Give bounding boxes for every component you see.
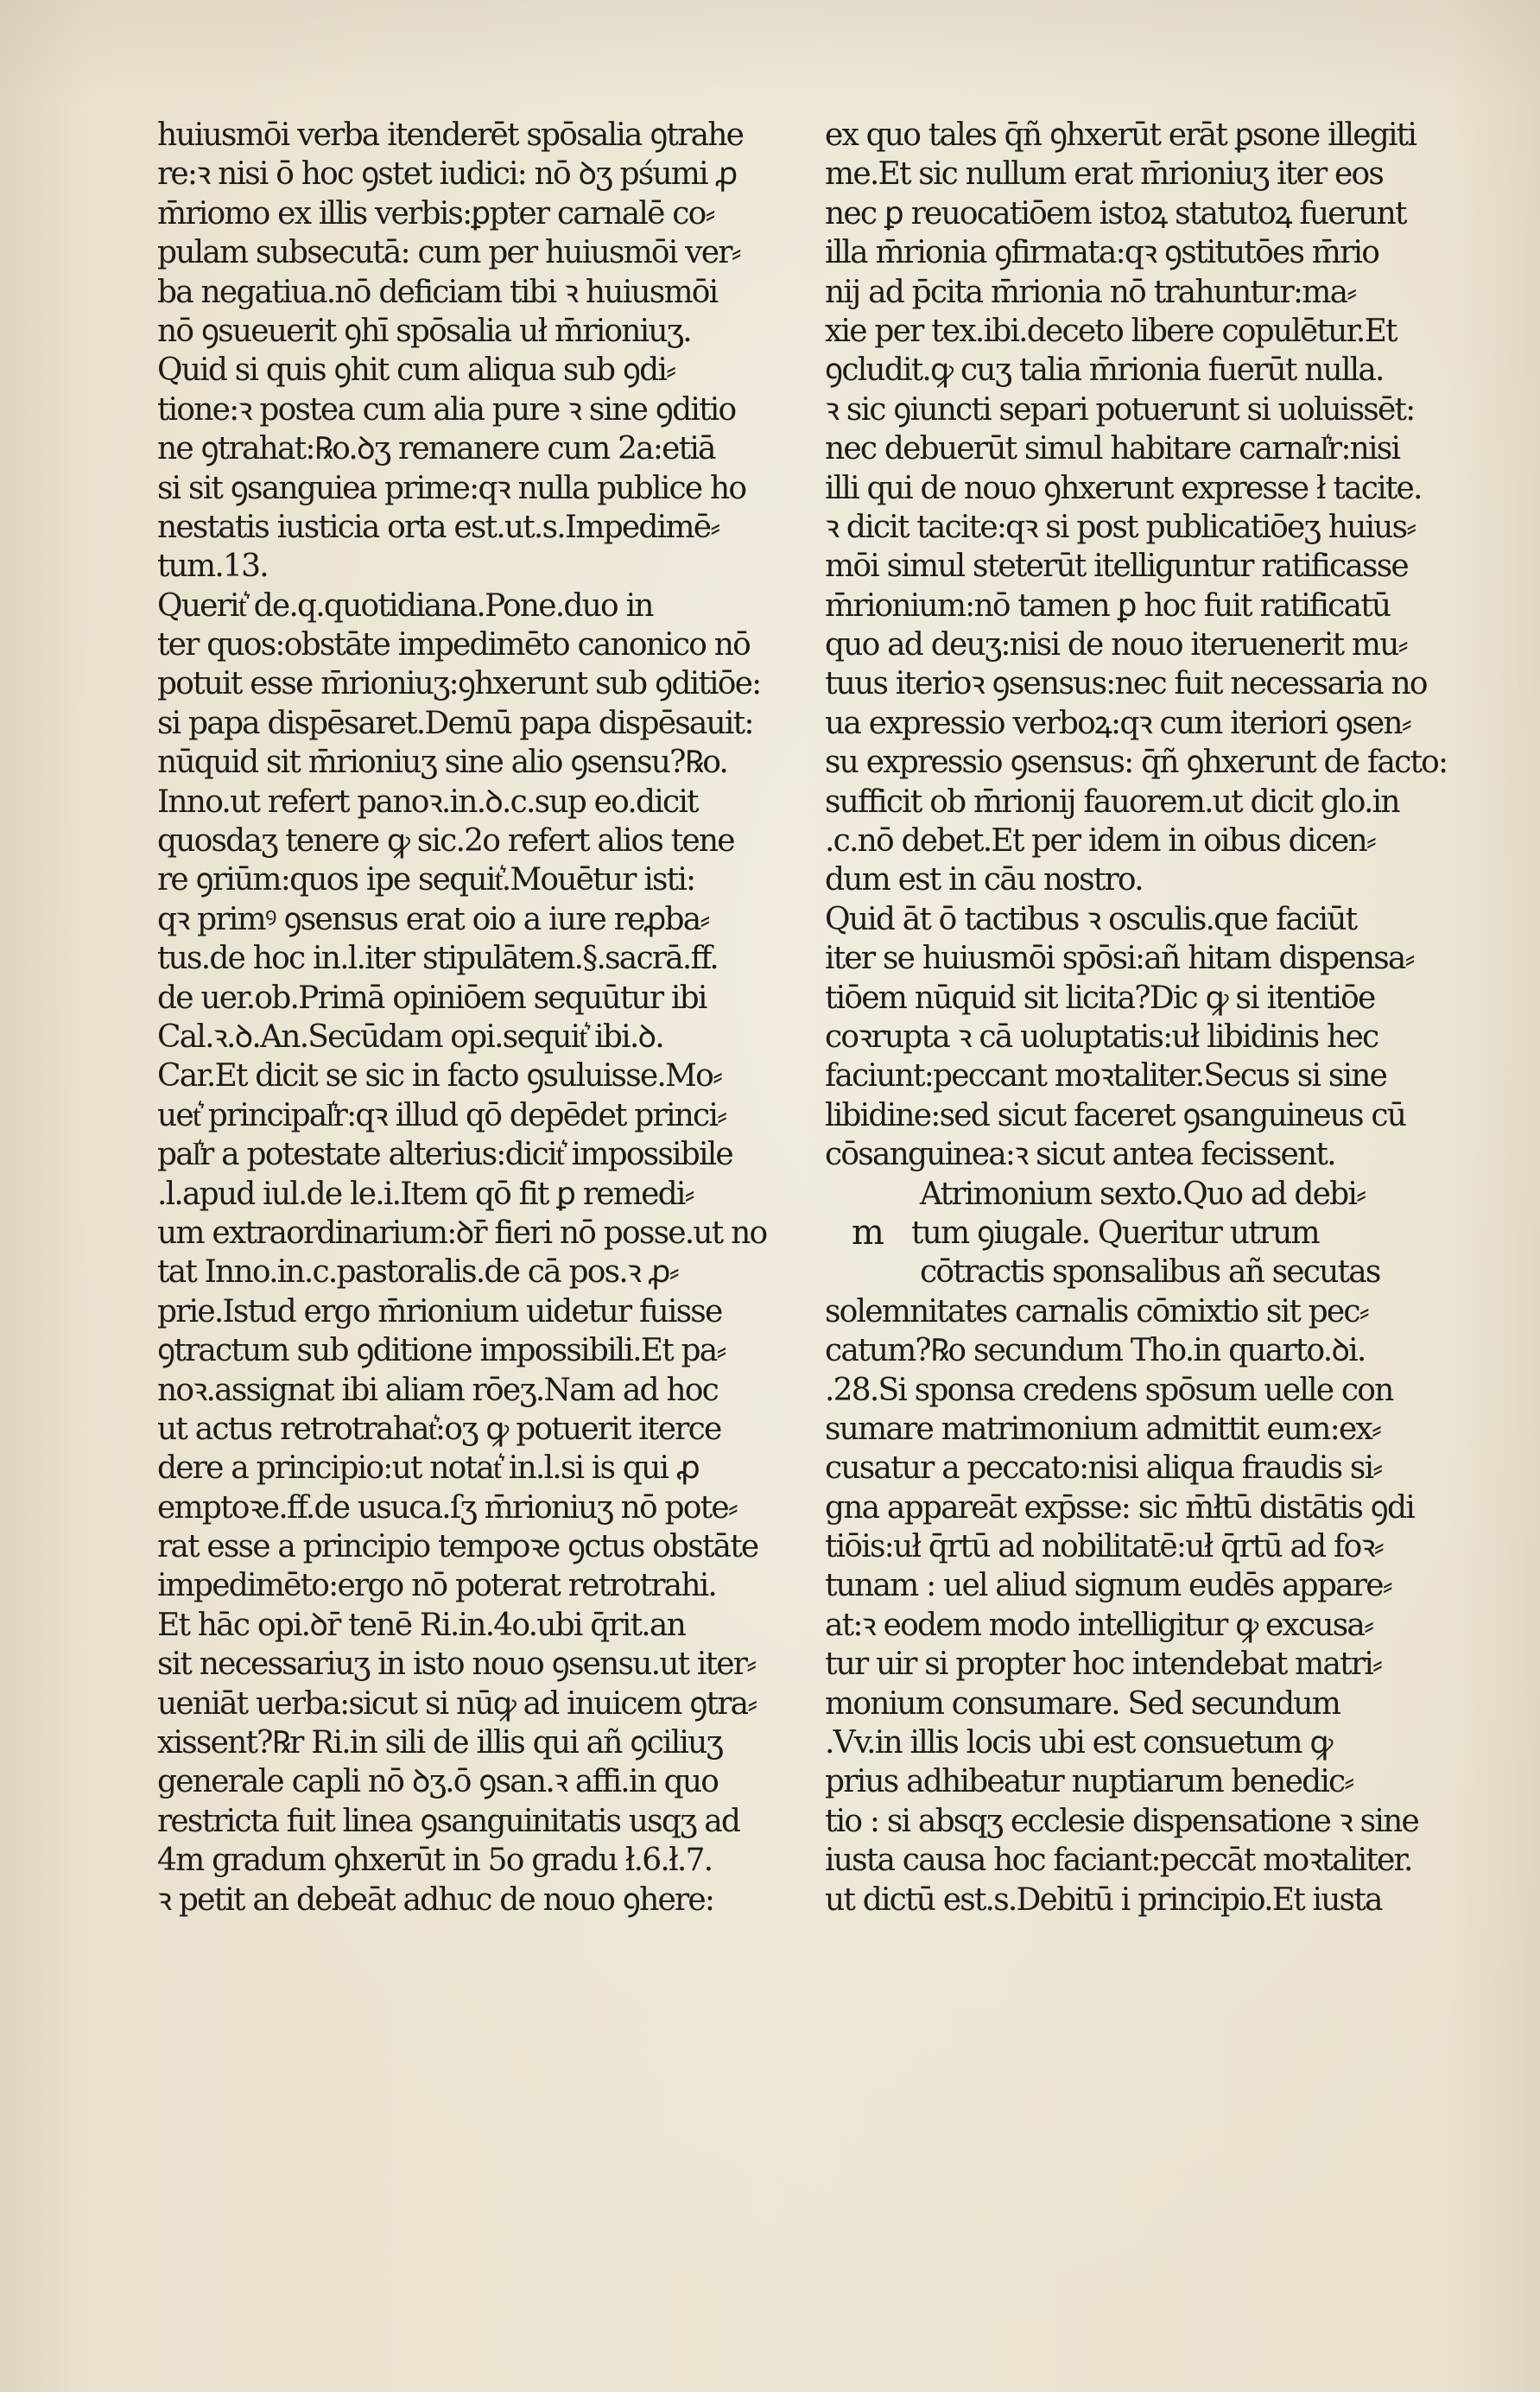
text-line: catum?℞o secundum Tho.in quarto.ꝺi. <box>825 1333 1366 1369</box>
right-text-column <box>825 116 1455 2068</box>
text-line: Inno.ut refert panoꝛ.in.ꝺ.c.sup eo.dicit <box>157 784 698 820</box>
text-line: pal͛r a potestate alterius:dicit͛ impossibile <box>157 1137 732 1173</box>
text-line: ex quo tales q̄ñ ꝯhxerūt erāt ꝑsone illegiti <box>825 117 1416 153</box>
text-line: noꝛ.assignat ibi aliam rōeʒ.Nam ad hoc <box>157 1372 719 1408</box>
text-line: illa m̄rionia ꝯfirmata:qꝛ ꝯstitutōes m̄rio <box>825 235 1379 271</box>
text-line: cōtractis sponsalibus añ secutas <box>920 1254 1380 1291</box>
text-line: monium consumare. Sed secundum <box>825 1685 1340 1722</box>
text-line: at:ꝛ eodem modo intelligitur ꝙ excusa⸗ <box>825 1607 1373 1643</box>
text-line: xissent?℞r Ri.in sili de illis qui añ ꝯciliuʒ <box>157 1725 723 1761</box>
text-line: Car.Et dicit se sic in facto ꝯsuluisse.Mo⸗ <box>157 1058 722 1094</box>
text-line: 4m gradum ꝯhxerūt in 5o gradu ł.6.ł.7. <box>157 1843 713 1879</box>
text-line: .Vv.in illis locis ubi est consuetum ꝙ <box>825 1725 1332 1761</box>
text-line: tus.de hoc in.l.iter stipulātem.§.sacrā.ff. <box>157 941 718 977</box>
text-line: .l.apud iul.de le.i.Item qō fit ꝑ remedi⸗ <box>157 1176 694 1212</box>
text-line: um extraordinarium:ꝺr̄ fieri nō posse.ut no <box>157 1215 767 1251</box>
text-line: m̄rionium:nō tamen ꝑ hoc fuit ratificatū <box>825 587 1391 624</box>
text-line: sufficit ob m̄rionij fauorem.ut dicit glo.in <box>825 784 1399 820</box>
text-line: re:ꝛ nisi ō hoc ꝯstet iudici: nō ꝺʒ pśumi ꝓ <box>157 156 737 193</box>
text-line: cōsanguinea:ꝛ sicut antea fecissent. <box>825 1137 1335 1173</box>
text-line: restricta fuit linea ꝯsanguinitatis usqʒ ad <box>157 1803 740 1839</box>
text-line: iter se huiusmōi spōsi:añ hitam dispensa⸗ <box>825 941 1414 977</box>
text-line: impedimēto:ergo nō poterat retrotrahi. <box>157 1568 717 1604</box>
text-line <box>825 1214 1455 1253</box>
text-line: faciunt:peccant moꝛtaliter.Secus si sine <box>825 1058 1387 1094</box>
text-line: Cal.ꝛ.ꝺ.An.Secūdam opi.sequit͛ ibi.ꝺ. <box>157 1018 663 1055</box>
text-line: ut actus retrotrahat͛:oʒ ꝙ potuerit iterce <box>157 1411 721 1447</box>
text-line: ꝛ petit an debeāt adhuc de nouo ꝯhere: <box>157 1881 714 1918</box>
text-line: Atrimonium sexto.Quo ad debi⸗ <box>920 1176 1366 1212</box>
text-line: tunam : uel aliud signum eudēs appare⸗ <box>825 1568 1391 1604</box>
text-line: tat Inno.in.c.pastoralis.de cā pos.ꝛ ꝓ⸗ <box>157 1254 678 1291</box>
text-line: sit necessariuʒ in isto nouo ꝯsensu.ut iter⸗ <box>157 1646 756 1683</box>
text-line: huiusmōi verba itenderēt spōsalia ꝯtrahe <box>157 117 744 153</box>
text-line: tiōem nūquid sit licita?Dic ꝙ si itentiōe <box>825 980 1375 1016</box>
text-line: emptoꝛe.ff.de usuca.ſʒ m̄rioniuʒ nō pote⸗ <box>157 1489 738 1526</box>
text-line: ꝛ sic ꝯiuncti separi potuerunt si uoluissēt: <box>825 391 1415 428</box>
text-line: Querit͛ de.q.quotidiana.Pone.duo in <box>157 587 653 624</box>
text-line: nij ad p̄cita m̄rionia nō trahuntur:ma⸗ <box>825 274 1356 310</box>
text-line: nūquid sit m̄rioniuʒ sine alio ꝯsensu?℞o. <box>157 745 728 781</box>
text-line: ꝛ dicit tacite:qꝛ si post publicatiōeʒ huius⸗ <box>825 509 1416 545</box>
text-line: qꝛ primꝰ ꝯsensus erat oio a iure reꝓba⸗ <box>157 901 709 937</box>
text-line: xie per tex.ibi.deceto libere copulētur.Et <box>825 313 1397 349</box>
text-line: libidine:sed sicut faceret ꝯsanguineus cū <box>825 1097 1406 1133</box>
text-line: generale capli nō ꝺʒ.ō ꝯsan.ꝛ affi.in quo <box>157 1764 719 1800</box>
text-line: m̄riomo ex illis verbis:ꝑpter carnalē co⸗ <box>157 195 714 232</box>
text-line: illi qui de nouo ꝯhxerunt expresse ł tacite. <box>825 470 1422 506</box>
text-line: Quid si quis ꝯhit cum aliqua sub ꝯdi⸗ <box>157 352 675 389</box>
text-line-content: tum ꝯiugale. Queritur utrum <box>911 1215 1319 1251</box>
text-line: nec debuerūt simul habitare carnal͛r:nisi <box>825 431 1400 467</box>
text-line: tiōis:uł q̄rtū ad nobilitatē:uł q̄rtū ad foꝛ⸗ <box>825 1529 1383 1565</box>
text-line: ter quos:obstāte impedimēto canonico nō <box>157 627 750 663</box>
text-line: nestatis iusticia orta est.ut.s.Impedimē⸗ <box>157 509 719 545</box>
text-line: nec ꝑ reuocatiōem istoꝝ statutoꝝ fuerunt <box>825 195 1406 232</box>
text-line: ua expressio verboꝝ:qꝛ cum iteriori ꝯsen⸗ <box>825 705 1410 741</box>
text-line: si sit ꝯsanguiea prime:qꝛ nulla publice ho <box>157 470 746 506</box>
text-line: tur uir si propter hoc intendebat matri⸗ <box>825 1646 1382 1683</box>
text-line: quo ad deuʒ:nisi de nouo iteruenerit mu⸗ <box>825 627 1407 663</box>
text-line: ut dictū est.s.Debitū i principio.Et iusta <box>825 1881 1382 1918</box>
text-line: cusatur a peccato:nisi aliqua fraudis si⸗ <box>825 1450 1382 1487</box>
text-line: sumare matrimonium admittit eum:ex⸗ <box>825 1411 1381 1447</box>
text-line: .c.nō debet.Et per idem in oibus dicen⸗ <box>825 823 1376 860</box>
text-line: potuit esse m̄rioniuʒ:ꝯhxerunt sub ꝯditiōe: <box>157 666 761 702</box>
text-line: si papa dispēsaret.Demū papa dispēsauit: <box>157 705 753 741</box>
text-line: dere a principio:ut notat͛ in.l.si is qui ꝓ <box>157 1450 699 1487</box>
text-line: de uer.ob.Primā opiniōem sequūtur ibi <box>157 980 707 1016</box>
text-line: tum.13. <box>157 549 268 585</box>
text-line: tione:ꝛ postea cum alia pure ꝛ sine ꝯditio <box>157 391 736 428</box>
text-line: .28.Si sponsa credens spōsum uelle con <box>825 1372 1393 1408</box>
text-line: coꝛrupta ꝛ cā uoluptatis:uł libidinis hec <box>825 1018 1378 1055</box>
text-line: nō ꝯsueuerit ꝯhī spōsalia uł m̄rioniuʒ. <box>157 313 691 349</box>
text-line: uet͛ principal͛r:qꝛ illud qō depēdet princi⸗ <box>157 1097 726 1133</box>
text-line: quosdaʒ tenere ꝙ sic.2o refert alios tene <box>157 823 734 860</box>
text-line: ꝯtractum sub ꝯditione impossibili.Et pa⸗ <box>157 1333 726 1369</box>
text-line: iusta causa hoc faciant:peccāt moꝛtaliter. <box>825 1843 1412 1879</box>
text-line: dum est in cāu nostro. <box>825 862 1143 898</box>
initial-guide-letter: m <box>852 1213 884 1253</box>
text-line: tuus iterioꝛ ꝯsensus:nec fuit necessaria no <box>825 666 1427 702</box>
text-line: ne ꝯtrahat:℞o.ꝺʒ remanere cum 2a:etiā <box>157 431 715 467</box>
text-line: prius adhibeatur nuptiarum benedic⸗ <box>825 1764 1353 1800</box>
text-line: rat esse a principio tempoꝛe ꝯctus obstāte <box>157 1529 758 1565</box>
text-line: ꝯcludit.ꝙ cuʒ talia m̄rionia fuerūt nulla. <box>825 352 1384 389</box>
text-line: me.Et sic nullum erat m̄rioniuʒ iter eos <box>825 156 1384 193</box>
text-line: pulam subsecutā: cum per huiusmōi ver⸗ <box>157 235 740 271</box>
text-line: tio : si absqʒ ecclesie dispensatione ꝛ sine <box>825 1803 1418 1839</box>
text-line: Quid āt ō tactibus ꝛ osculis.que faciūt <box>825 901 1357 937</box>
text-line: re ꝯriūm:quos ipe sequit͛.Mouētur isti: <box>157 862 695 898</box>
text-line: prie.Istud ergo m̄rionium uidetur fuisse <box>157 1293 722 1329</box>
text-line: mōi simul steterūt itelliguntur ratificasse <box>825 549 1408 585</box>
text-line: gna appareāt exp̄sse: sic m̄łtū distātis ꝯdi <box>825 1489 1414 1526</box>
text-line: ba negatiua.nō deficiam tibi ꝛ huiusmōi <box>157 274 718 310</box>
text-line: solemnitates carnalis cōmixtio sit pec⸗ <box>825 1293 1368 1329</box>
left-text-column <box>157 116 788 2068</box>
text-line: Et hāc opi.ꝺr̄ tenē Ri.in.4o.ubi q̄rit.an <box>157 1607 685 1643</box>
text-line: ueniāt uerba:sicut si nūꝙ ad inuicem ꝯtra⸗ <box>157 1685 757 1722</box>
text-line: su expressio ꝯsensus: q̄ñ ꝯhxerunt de facto: <box>825 745 1448 781</box>
